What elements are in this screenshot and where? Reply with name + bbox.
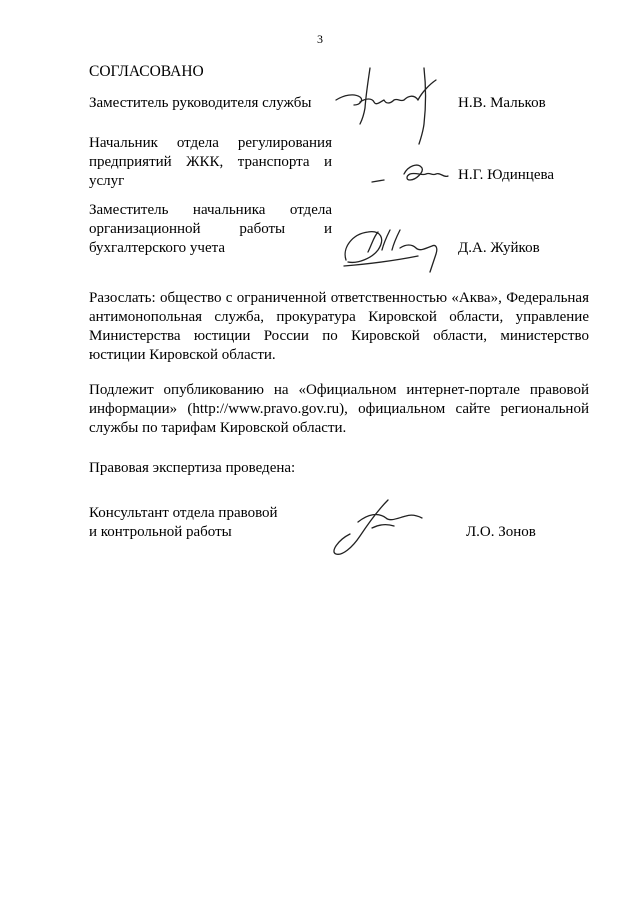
publication-line: информации» (http://www.pravo.gov.ru), официальном сайте региональной (89, 401, 589, 417)
distribution-line: Разослать: общество с ограниченной ответственностью «Аква», Федеральная (89, 290, 589, 306)
legal-review-name: Л.О. Зонов (466, 524, 536, 540)
distribution-paragraph (89, 289, 589, 365)
signatory-3-title (89, 201, 332, 258)
signatory-2-name: Н.Г. Юдинцева (458, 167, 555, 183)
signatory-3-title-line: бухгалтерского учета (89, 240, 226, 256)
distribution-line: антимонопольная служба, прокуратура Кировской области, управление (89, 309, 589, 325)
signatory-2-signature (370, 156, 460, 196)
publication-line: Подлежит опубликованию на «Официальном интернет-портале правовой (89, 382, 589, 398)
legal-review-title-line: и контрольной работы (89, 524, 232, 540)
signatory-1-title (89, 94, 332, 113)
signatory-3-title-line: Заместитель начальника отдела (89, 202, 332, 218)
signatory-2-title-line: предприятий ЖКК, транспорта и (89, 154, 332, 170)
legal-review-title-line: Консультант отдела правовой (89, 505, 278, 521)
signatory-3-signature (338, 220, 453, 275)
signatory-3-name: Д.А. Жуйков (458, 240, 540, 256)
signatory-3-title-line: организационной работы и (89, 221, 332, 237)
legal-review-signature (328, 494, 428, 564)
signatory-2-title (89, 134, 332, 191)
publication-paragraph (89, 381, 589, 438)
distribution-line: Министерства юстиции России по Кировской области, министерство (89, 328, 589, 344)
approval-heading: СОГЛАСОВАНО (89, 63, 204, 80)
publication-line: службы по тарифам Кировской области. (89, 420, 347, 436)
signatory-1-title-line: Заместитель руководителя службы (89, 95, 312, 111)
legal-review-title (89, 504, 278, 542)
distribution-line: юстиции Кировской области. (89, 347, 276, 363)
signatory-2-title-line: Начальник отдела регулирования (89, 135, 332, 151)
legal-review-statement: Правовая экспертиза проведена: (89, 460, 296, 476)
signatory-1-signature (330, 62, 450, 152)
signatory-1-name: Н.В. Мальков (458, 95, 546, 111)
page-number: 3 (317, 32, 323, 46)
signatory-2-title-line: услуг (89, 173, 125, 189)
